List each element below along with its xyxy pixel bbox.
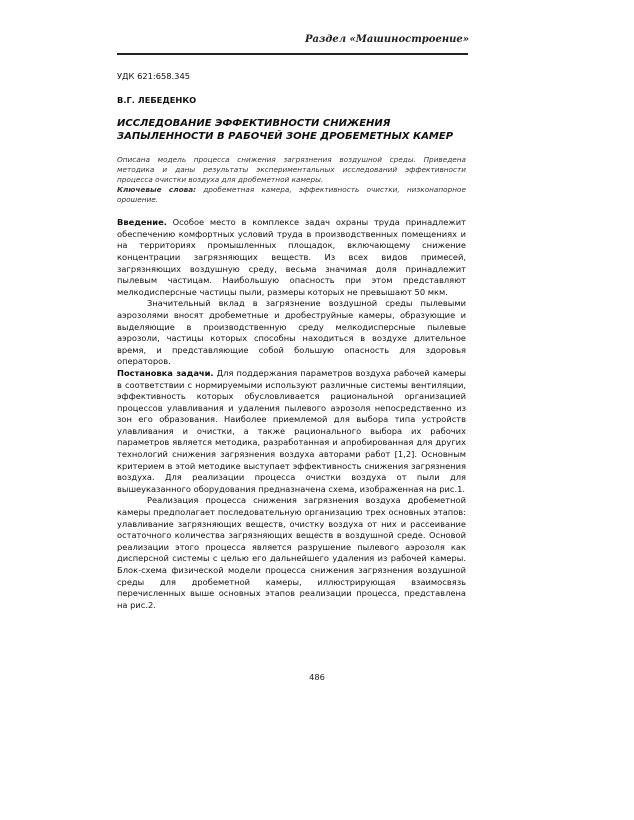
keywords <box>117 185 466 205</box>
problem-text: Для поддержания параметров воздуха рабочей камеры в соответствии с нормируемыми используют различные системы вентиляции, эффективность которых обусловливается рациональной организацией процессов улавливания и удаления пылевого аэрозоля непосредственно из зон его образования. Наиболее приемлемой для выбора типа устройств улавливания и очистки, а также рационального выбора их рабочих параметров является методика, разработанная и апробированная для других технологий снижения загрязнения воздуха авторами работ [1,2]. Основным критерием в этой методике выступает эффективность снижения загрязнения воздуха. Для реализации процесса очистки воздуха от пыли для вышеуказанного оборудования предназначена схема, изображенная на рис.1. <box>117 367 467 494</box>
udc-code: УДК 621:658.345 <box>117 71 191 81</box>
abstract: Описана модель процесса снижения загрязнения воздушной среды. Приведена методика и даны результаты экспериментальных исследований эффективности процесса очистки воздуха для дробеметной камеры. <box>117 155 466 185</box>
problem-paragraph <box>117 368 466 496</box>
page-number: 486 <box>309 672 325 682</box>
keywords-label: Ключевые слова: <box>117 185 197 195</box>
article-body <box>117 71 466 611</box>
article-title: ИССЛЕДОВАНИЕ ЭФФЕКТИВНОСТИ СНИЖЕНИЯ ЗАПЫЛЕННОСТИ В РАБОЧЕЙ ЗОНЕ ДРОБЕМЕТНЫХ КАМЕР <box>117 118 454 142</box>
problem-label: Постановка задачи. <box>117 367 214 378</box>
header-rule <box>117 53 468 55</box>
intro-label: Введение. <box>117 217 167 228</box>
author-name: В.Г. ЛЕБЕДЕНКО <box>117 94 197 105</box>
intro-paragraph <box>117 217 466 298</box>
paragraph-2: Значительный вклад в загрязнение воздушной среды пылевыми аэрозолями вносят дробеметные и дробеструйные камеры, образующие и выделяющие в производственную среду мелкодисперсные пылевые аэрозоли, частицы которых способны находиться в воздухе длительное время, и представляющие собой большую опасность для здоровья операторов. <box>117 298 466 367</box>
section-header: Раздел «Машиностроение» <box>305 34 469 45</box>
keywords-text: дробеметная камера, эффективность очистки, низконапорное орошение. <box>117 185 466 205</box>
intro-text: Особое место в комплексе задач охраны труда принадлежит обеспечению комфортных условий труда в производственных помещениях и на территориях промышленных площадок, включающему снижение концентрации загрязняющих веществ. Из всех видов примесей, загрязняющих воздушную среду, весьма значимая доля принадлежит пылевым частицам. Наибольшую опасность при этом представляют мелкодисперсные частицы пыли, размеры которых не превышают 50 мкм. <box>117 217 467 297</box>
paragraph-4: Реализация процесса снижения загрязнения воздуха дробеметной камеры предполагает последовательную организацию трех основных этапов: улавливание загрязняющих веществ, очистку воздуха от них и рассеивание остаточного количества загрязняющих веществ в воздушной среде. Основой реализации этого процесса является разрушение пылевого аэрозоля как дисперсной системы с целью его дальнейшего удаления из рабочей камеры. Блок-схема физической модели процесса снижения загрязнения воздушной среды для дробеметной камеры, иллюстрирующая взаимосвязь перечисленных выше основных этапов реализации процесса, представлена на рис.2. <box>117 495 466 610</box>
